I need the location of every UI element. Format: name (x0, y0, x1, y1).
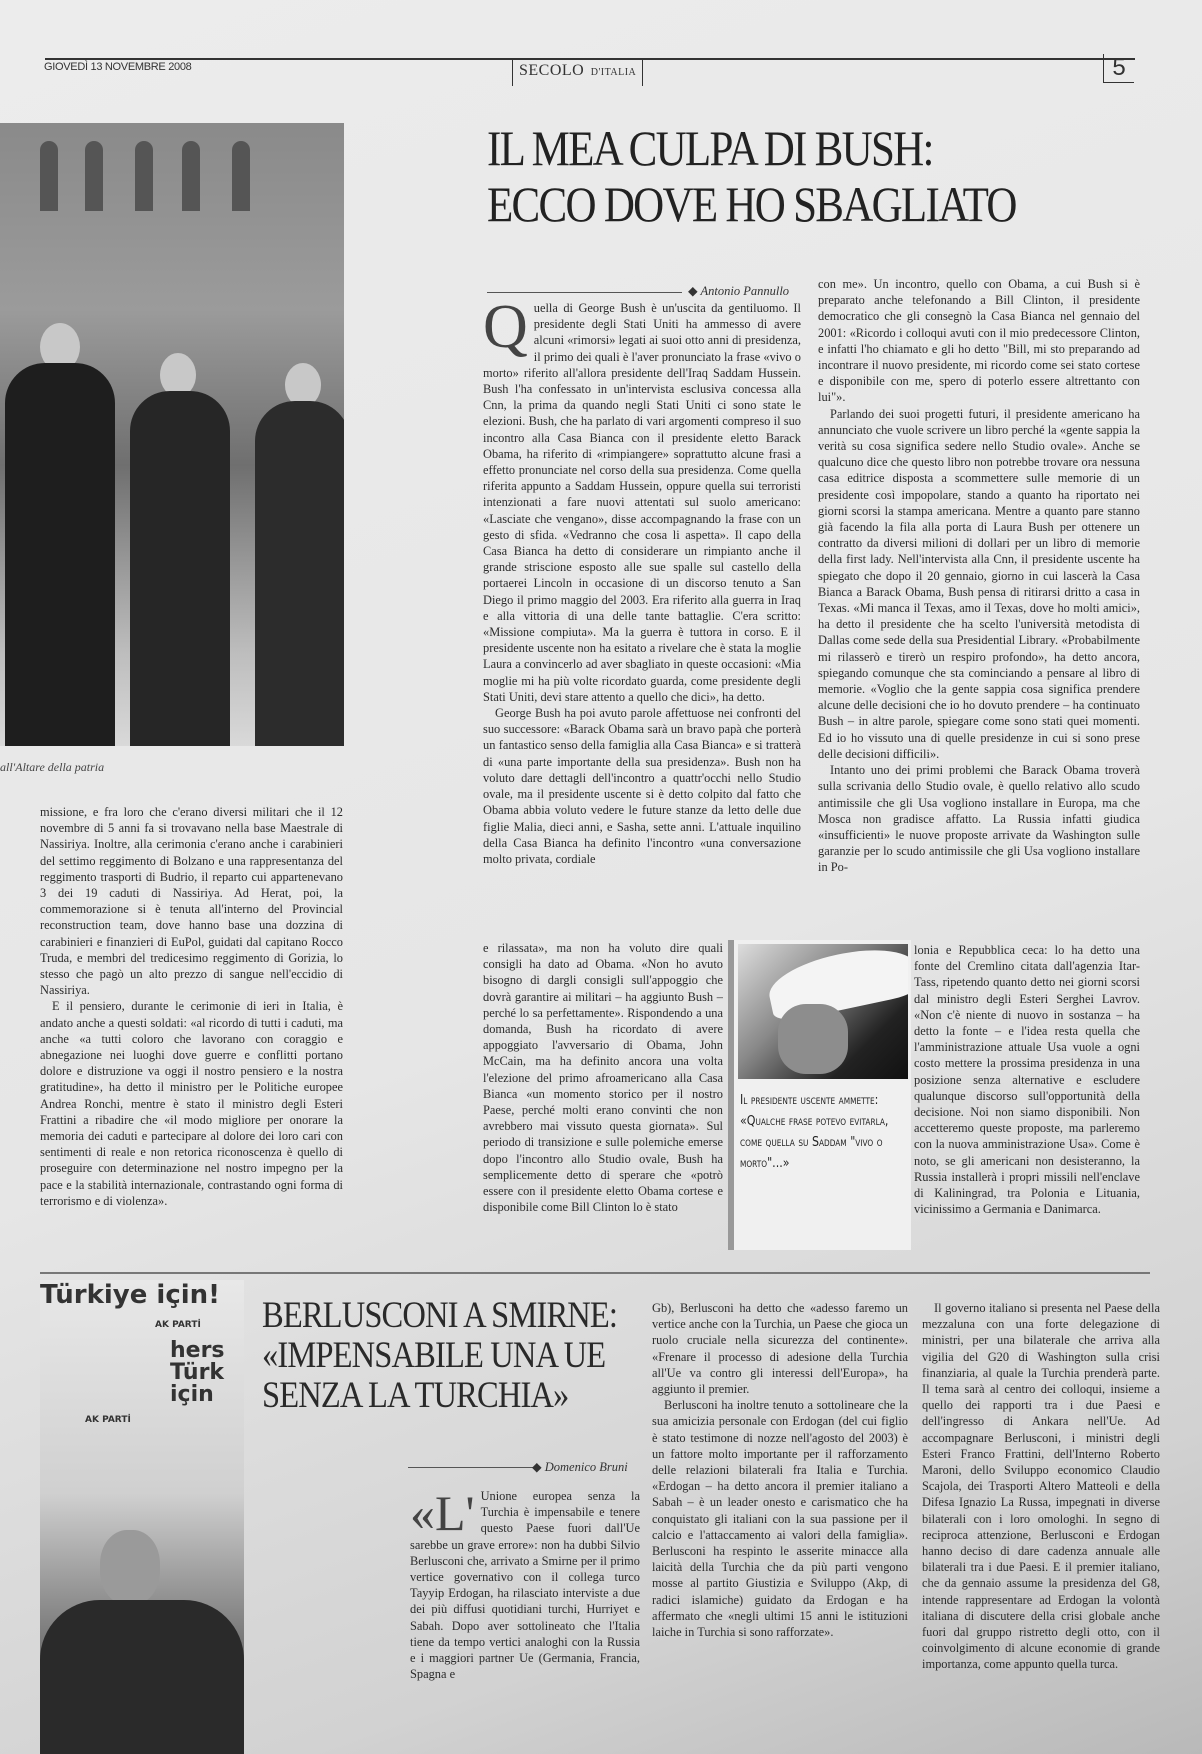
photo-sign: Türkiye için! (40, 1280, 221, 1310)
bottom-headline (262, 1296, 617, 1416)
masthead-subtitle: D'ITALIA (590, 67, 637, 78)
headline-line: «IMPENSABILE UNA UE (262, 1335, 606, 1376)
author-name: Antonio Pannullo (700, 284, 790, 298)
drop-cap: «L' (410, 1488, 475, 1541)
paragraph: George Bush ha poi avuto parole affettuose nei confronti del suo successore: «Barack Obama sarà un bravo papà che porterà un fantastico senso della famiglia alla Casa Bianca» e si tratterà di «una parte importante della sua presidenza». Bush non ha voluto dare dettagli dell'incontro a quattr'occhi nello Studio ovale, ma il presidente uscente si è detto colpito dal fatto che Obama abbia voluto vedere le future stanze da letto delle due figlie Malia, dieci anni, e Sasha, sette anni. L'attuale inquilino della Casa Bianca ha definito l'incontro «una conversazione molto privata, cordiale (483, 706, 801, 866)
issue-date: GIOVEDÌ 13 NOVEMBRE 2008 (44, 61, 192, 73)
main-article-col2-lower (914, 942, 1140, 1247)
byline: ◆ Antonio Pannullo (688, 284, 790, 298)
bottom-article-col2 (652, 1300, 908, 1725)
main-headline (487, 120, 1016, 232)
paragraph: Parlando dei suoi progetti futuri, il presidente americano ha annunciato che vuole scrivere un libro perché la «gente sappia la verità su cosa significa sedere nello Studio ovale». Anche se qualcuno dice che questo libro non potrebbe trovare ora nessuna casa editrice disposta a scommettere sulle memorie di un presidente così impopolare, stando a quanto ha riportato nei giorni scorsi la stampa americana. Mentre a quanto pare stanno già facendo la fila alla porta di Laura Bush per ottenere un contratto da diversi milioni di dollari per un libro di memorie della first lady. Nell'intervista alla Cnn, il presidente uscente ha spiegato che dopo il 20 gennaio, giorno in cui lascerà la Casa Bianca a Barack Obama, Bush pensa di ritirarsi dritto a casa in Texas. «Mi manca il Texas, amo il Texas, dove ho molti amici», ha detto il presidente che ha scelto l'università metodista di Dallas come sede della sua Presidential Library. «Probabilmente mi rilasserò e tirerò un respiro profondo», ha detto ancora, spiegando comunque che sta cominciando a pensare al libro di memorie. «Voglio che la gente sappia cosa significa prendere alcune delle decisioni che io ho dovuto prendere – ha continuato Bush – in altre parole, spiegare come sono stati quei momenti. Ed io ho vissuto una di quelle presidenze in cui si sono prese delle decisioni difficili». (818, 406, 1140, 761)
bottom-article-col1 (410, 1488, 640, 1723)
photo-sign: AK PARTİ (85, 1415, 131, 1425)
photo-sign: AK PARTİ (155, 1320, 201, 1330)
section-divider (40, 1272, 1150, 1274)
headline-line: SENZA LA TURCHIA» (262, 1375, 569, 1416)
author-name: Domenico Bruni (544, 1460, 628, 1474)
paragraph: e rilassata», ma non ha voluto dire quali consigli ha dato ad Obama. «Non ho avuto bisogno di dargli consigli sull'appoggio che dovrà garantire ai militari – ha aggiunto Bush – perché lo sa perfettamente». Rispondendo a una domanda, Bush ha ricordato di avere appoggiato l'avversario di Obama, John McCain, ma ha definito ancora una volta l'elezione del primo afroamericano alla Casa Bianca «un momento storico per il nostro Paese, perché molti erano convinti che non avrebbero mai vissuto questa giornata». Sul periodo di transizione e sulle polemiche emerse dopo l'incontro allo Studio ovale, Bush ha semplicemente detto di sperare che «potrò essere con il presidente eletto Obama cortese e disponibile come Bill Clinton lo è stato (483, 941, 723, 1215)
main-article-col2 (818, 276, 1140, 942)
main-article-col1 (483, 300, 801, 940)
bush-portrait-photo (738, 944, 908, 1079)
pull-quote-box (728, 940, 911, 1250)
paragraph: Berlusconi ha inoltre tenuto a sottolineare che la sua amicizia personale con Erdogan (del cui figlio è stato testimone di nozze nell'agosto del 2003) è un fattore molto importante per il rafforzamento delle relazioni bilaterali fra Italia e Turchia. «Erdogan – ha detto ancora il premier italiano a Sabah – è un leader onesto e carismatico che ha conquistato gli italiani con la sua passione per il calcio e l'attaccamento ai valori della famiglia». Berlusconi ha respinto le asserite minacce alla laicità della Turchia che da più parti vengono mosse al partito Giustizia e Sviluppo (Akp, di radici islamiche) guidato da Erdogan e ha affermato che «negli ultimi 15 anni le istituzioni laiche in Turchia si sono rafforzate». (652, 1398, 908, 1640)
paragraph: E il pensiero, durante le cerimonie di ieri in Italia, è andato anche a questi soldati: «al ricordo di tutti i caduti, ma anche «a tutti coloro che lavorano con coraggio e abnegazione nei luoghi dove guerre e conflitti portano dolore e distruzione va oggi il nostro pensiero e la nostra gratitudine», ha detto il ministro per le Politiche europee Andrea Ronchi, mentre è stato il ministro degli Esteri Frattini a ribadire che «il modo migliore per onorare la memoria dei caduti e partecipare al dolore dei loro cari con sentimenti di reale e non retorica riconoscenza è quello di proseguire con determinazione nel nostro impegno per la pace e la stabilità internazionale, contrastando ogni forma di terrorismo e di violenza». (40, 999, 343, 1208)
drop-cap: Q (483, 300, 528, 361)
paragraph: lonia e Repubblica ceca: lo ha detto una fonte del Cremlino citata dall'agenzia Itar-Tass, ripetendo quanto detto nei giorni scorsi dal ministro degli Esteri Serghei Lavrov. «Non c'è niente di nuovo in sostanza – ha detto la fonte – e l'idea resta quella che l'amministrazione attuale Usa vuole a ogni costo mettere la prossima presidenza in una posizione senza alternative e escludere qualunque discorso sull'opportunità della decisione. Noi non siamo disponibili. Non accetteremo queste proposte, ma parleremo con la nuova amministrazione Usa». Come è noto, se gli americani non desisteranno, la Russia installerà i propri missili nell'enclave di Kaliningrad, tra Polonia e Lituania, vicinissimo a Germania e Danimarca. (914, 943, 1140, 1217)
masthead (512, 60, 643, 86)
paragraph: missione, e fra loro che c'erano diversi militari che il 12 novembre di 5 anni fa si trovavano nella base Maestrale di Nassiriya. Inoltre, alla cerimonia c'erano anche i carabinieri del settimo reggimento di Bolzano e una rappresentanza del reggimento trasporti di Budrio, il reparto cui appartenevano 3 dei 19 caduti di Nassiriya. Ad Herat, poi, la commemorazione si è tenuta all'interno del Provincial reconstruction team, dove hanno base una dozzina di carabinieri e finanzieri di EuPol, guidati dal capitano Rocco Truda, e membri del tredicesimo reggimento di Gorizia, lo stesso che pagò un alto prezzo di sangue nell'eccidio di Nassiriya. (40, 805, 343, 998)
page-number: 5 (1103, 54, 1134, 83)
bottom-article-col3 (922, 1300, 1160, 1725)
erdogan-rally-photo (40, 1280, 244, 1754)
ceremony-photo (0, 123, 344, 746)
paragraph: Unione europea senza la Turchia è impensabile e tenere questo Paese fuori dall'Ue sarebbe un grave errore»: non ha dubbi Silvio Berlusconi che, arrivato a Smirne per il primo vertice governativo con il collega turco Tayyip Erdogan, ha rilasciato interviste a due dei più diffusi quotidiani turchi, Hurriyet e Sabah. Dopo aver sottolineato che l'Italia tiene da tempo vertici analoghi con la Russia e i maggiori partner Ue (Germania, Francia, Spagna e (410, 1489, 640, 1682)
photo-sign: hers Türk için (170, 1338, 225, 1407)
main-article-col1-lower (483, 940, 723, 1245)
headline-line: IL MEA CULPA DI BUSH: (487, 120, 933, 176)
left-article-text (40, 804, 343, 1244)
paragraph: Il governo italiano si presenta nel Paese della mezzaluna con una forte delegazione di ministri, per una bilaterale che arriva alla vigilia del G20 di Washington sulla crisi finanziaria, al quale la Turchia prenderà parte. Il tema sarà al centro dei colloqui, insieme a quello dei rapporti tra i due Paesi e dell'ingresso di Ankara nell'Ue. Ad accompagnare Berlusconi, i ministri degli Esteri Franco Frattini, dell'Interno Roberto Maroni, dello Sviluppo economico Claudio Scajola, dei Trasporti Altero Matteoli e della Difesa Ignazio La Russa, impegnati in diverse bilaterali con i loro omologhi. In segno di reciproca attenzione, Berlusconi e Erdogan hanno deciso di dare cadenza annuale alle bilaterali tra i due Paesi. E il premier italiano, che da gennaio assume la presidenza del G8, intende rappresentare ad Erdogan la volontà italiana di discutere della crisi globale anche fuori dal gruppo ristretto degli otto, con il coinvolgimento di alcune economie di grande importanza, come appunto quella turca. (922, 1301, 1160, 1672)
paragraph: con me». Un incontro, quello con Obama, a cui Bush si è preparato anche telefonando a Bill Clinton, il presidente democratico che gli consegnò la Casa Bianca nel gennaio del 2001: «Ricordo i colloqui avuti con il mio predecessore Clinton, e infatti l'ho chiamato e gli ho detto "Bill, mi sto preparando ad incontrare il nuovo presidente, mi ricordo come sei stato cortese e disponibile con me, spero di poterlo essere altrettanto con lui"». (818, 277, 1140, 405)
byline: ◆ Domenico Bruni (532, 1460, 628, 1474)
byline-rule (487, 292, 682, 293)
pull-quote: Il presidente uscente ammette: «Qualche frase potevo evitarla, come quella su Saddam "vivo o morto"...» (740, 1092, 889, 1171)
paragraph: Intanto uno dei primi problemi che Barack Obama troverà sulla scrivania dello Studio ovale, è quello relativo allo scudo antimissile che gli Usa vogliono installare in Europa, ma che Mosca non gradisce affatto. La Russia infatti giudica «insufficienti» le nuove proposte arrivate da Washington sulle garanzie per lo scudo antimissile che gli Usa vogliono installare in Po- (818, 763, 1140, 875)
paragraph: uella di George Bush è un'uscita da gentiluomo. Il presidente degli Stati Uniti ha ammesso di avere alcuni «rimorsi» legati ai suoi otto anni di presidenza, il primo dei quali è l'aver pronunciato la frase «vivo o morto» riferito all'allora presidente dell'Iraq Saddam Hussein. Bush l'ha confessato in un'intervista esclusiva concessa alla Cnn, la prima da quando negli Stati Uniti ci sono state le elezioni. Bush, che ha parlato di vari argomenti compreso il suo incontro alla Casa Bianca con il presidente eletto Barack Obama, ha riferito di «rimpiangere» soprattutto alcune frasi a effetto pronunciate nel corso della sua presidenza. Come quella riferita appunto a Saddam Hussein, oppure quella sui terroristi intenzionati a fare nuovi attentati sul suolo americano: «Lasciate che vengano», disse accompagnando la frase con un gesto di sfida. «Vedranno che cosa li aspetta». Il capo della Casa Bianca ha detto di considerare un rimpianto anche il grande striscione esposto alle sue spalle sul castello della portaerei Lincoln in occasione di un discorso tenuto a San Diego il primo maggio del 2003. Era riferito alla guerra in Iraq e alla vittoria di una delle tante battaglie. C'era scritto: «Missione compiuta». Ma la guerra è tuttora in corso. E il presidente uscente non ha esitato a rivelare che è stata la moglie Laura a convincerlo ad aver sbagliato in queste occasioni: «Mia moglie mi ha più volte ricordato guarda, come presidente degli Stati Uniti, devi stare attento a quello che dici», ha detto. (483, 301, 801, 704)
masthead-title: SECOLO (519, 62, 585, 79)
headline-line: BERLUSCONI A SMIRNE: (262, 1295, 618, 1336)
headline-line: ECCO DOVE HO SBAGLIATO (487, 176, 1016, 232)
byline-rule (408, 1467, 538, 1468)
paragraph: Gb), Berlusconi ha detto che «adesso faremo un vertice anche con la Turchia, un Paese che gioca un ruolo cruciale nella sicurezza del continente». «Frenare il processo di adesione della Turchia all'Ue va contro gli interessi dell'Europa», ha aggiunto il premier. (652, 1301, 908, 1397)
photo-caption: all'Altare della patria (0, 760, 105, 774)
